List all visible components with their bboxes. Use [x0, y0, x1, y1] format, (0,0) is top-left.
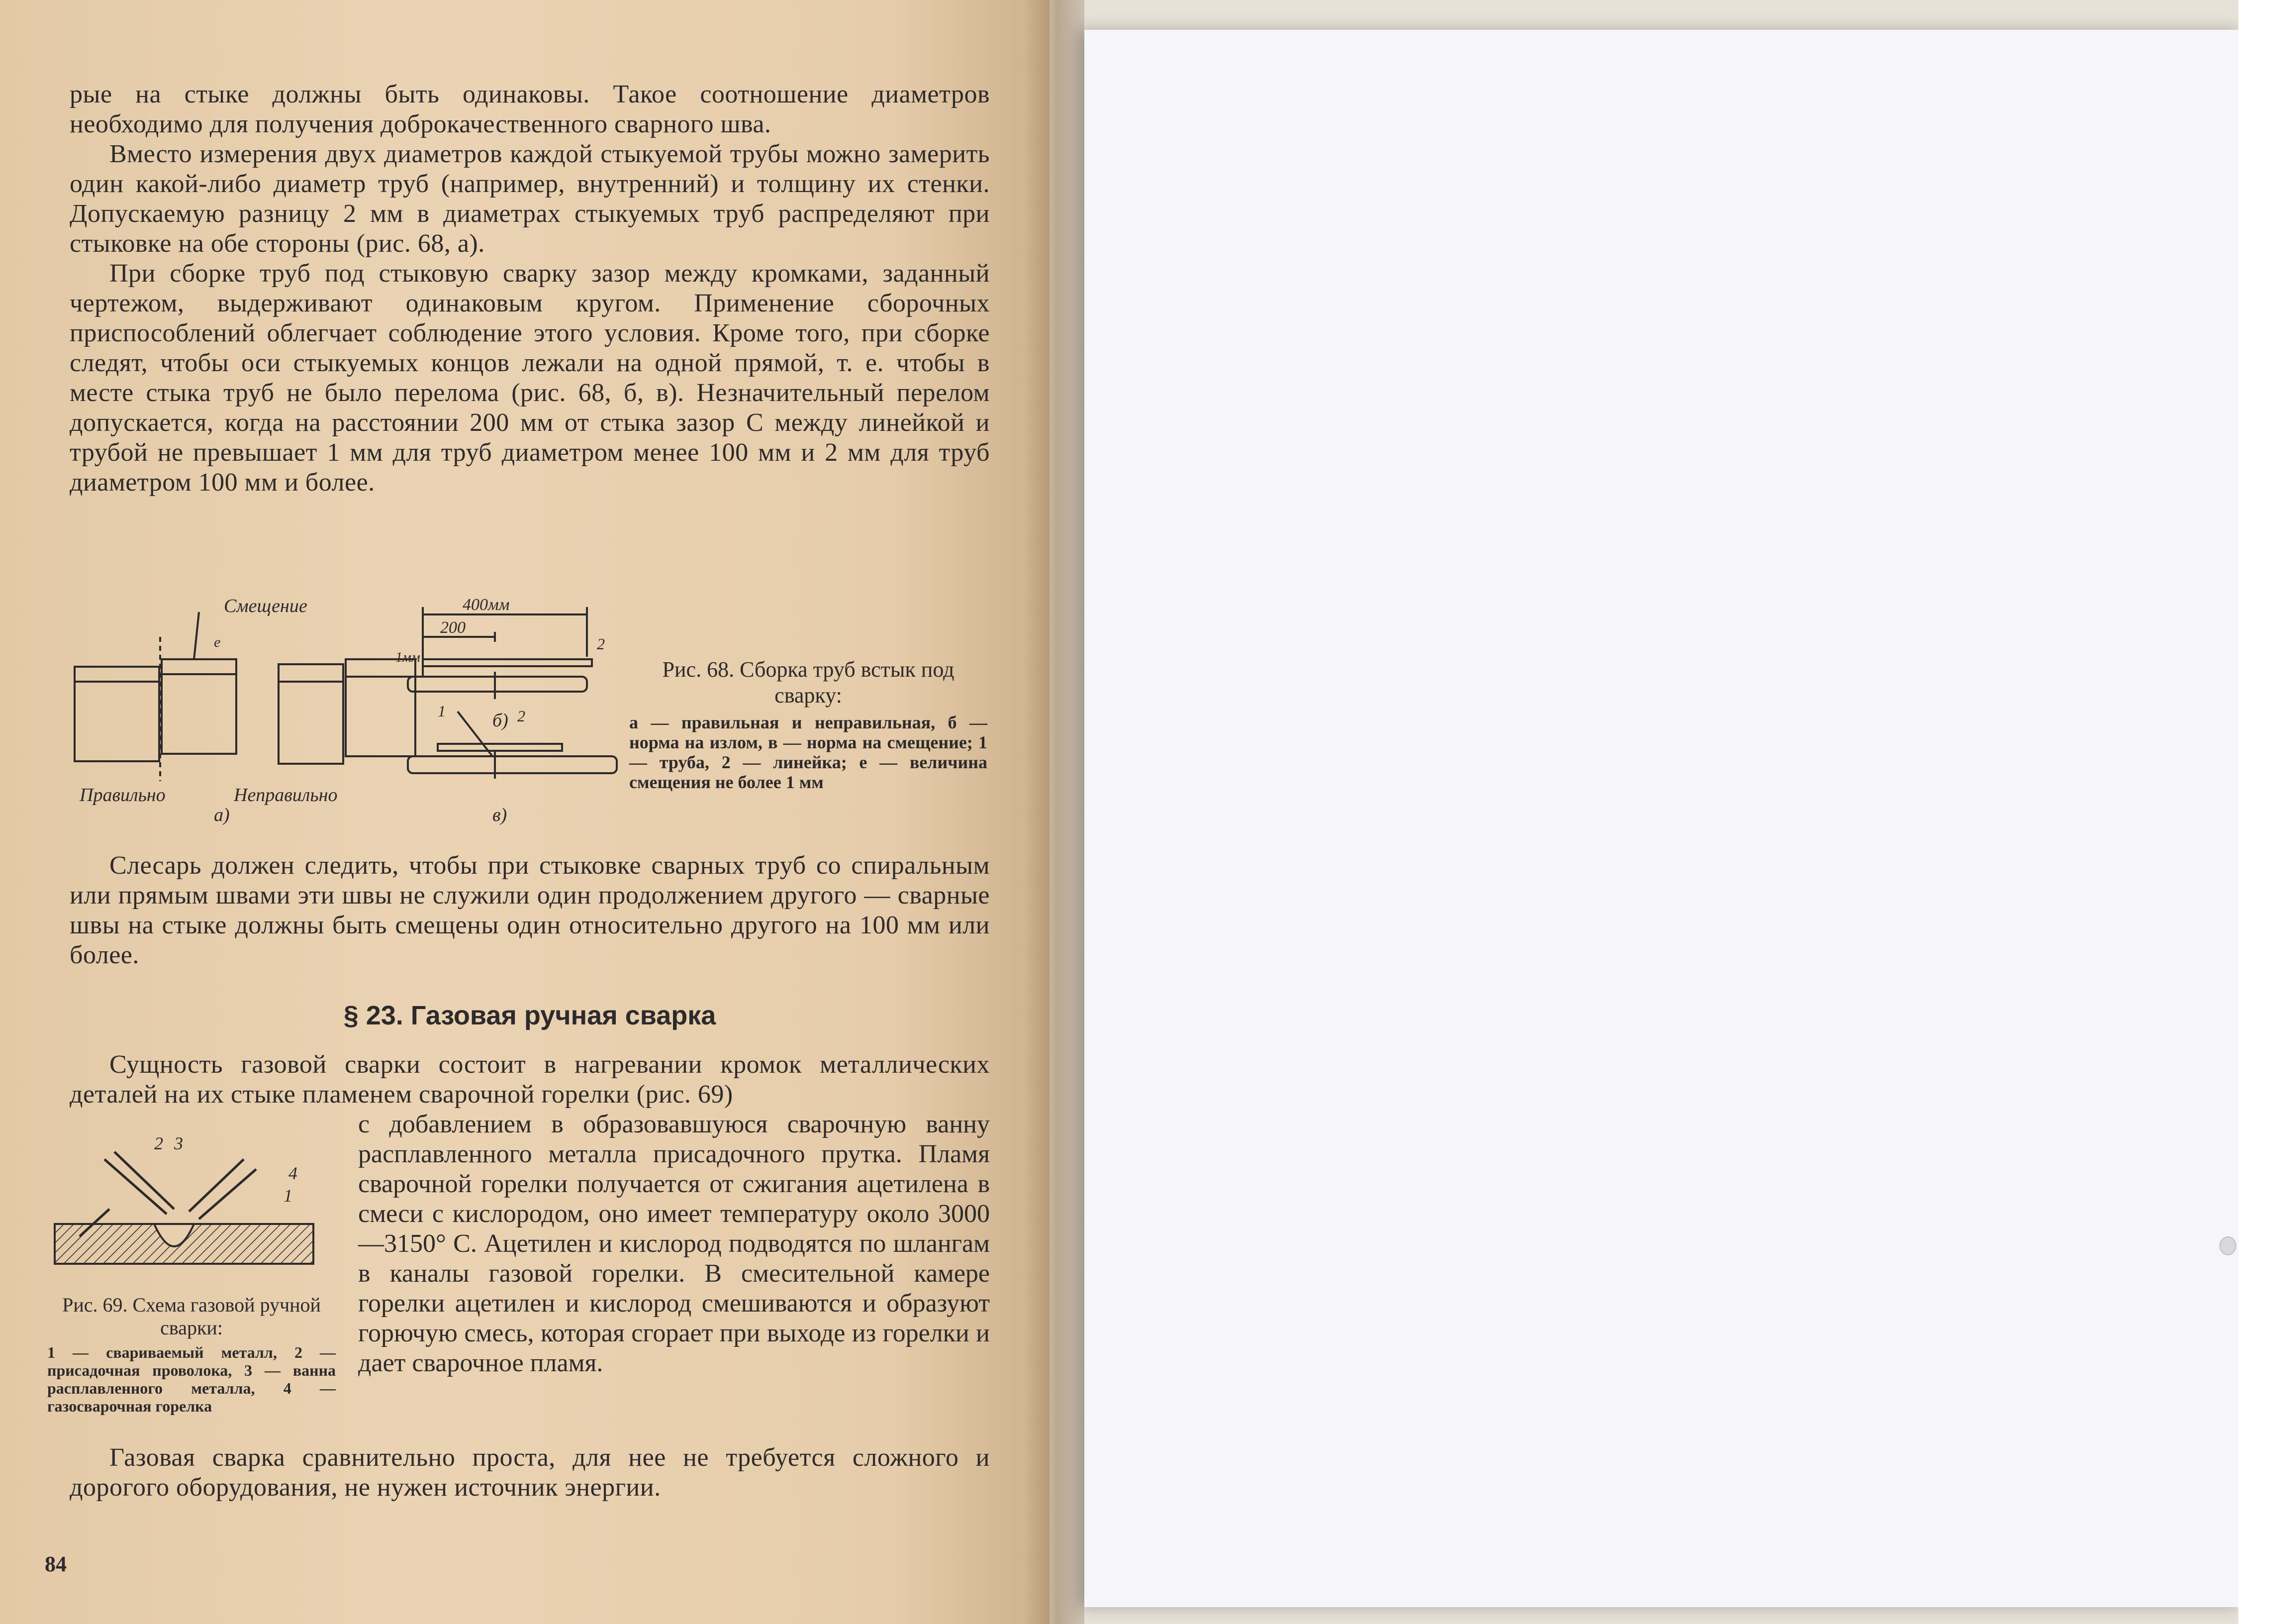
paragraph-gas-first-line: Сущность газовой сварки состоит в нагревании кромок металлических деталей на их стыке пламенем сварочной горелки (рис. 69): [70, 1050, 990, 1109]
fig69-num-1: 1: [284, 1186, 292, 1206]
fig68-label-incorrect: Неправильно: [234, 785, 338, 806]
fig68-dim-1mm: 1мм: [395, 650, 420, 665]
paragraph-gas-body: с добавлением в образовавшуюся сварочную ванну расплавленного металла присадочного прутка. Пламя сварочной горелки получается от сжигания ацетилена в смеси с кислородом, оно имеет температуру около 3000—3150° С. Ацетилен и кислород подводятся по шлангам в каналы газовой горелки. В смесительной камере горелки ацетилен и кислород смешиваются и образуют горючую смесь, которая сгорает при выходе из горелки и дает сварочное пламя.: [358, 1110, 990, 1377]
fig68-label-offset: Смещение: [224, 596, 307, 616]
fig68-num-1: 1: [438, 702, 446, 720]
fig68-label-b: б): [492, 710, 508, 731]
paragraph-continuation: рые на стыке должны быть одинаковы. Такое соотношение диаметров необходимо для получения доброкачественного сварного шва.: [70, 80, 990, 138]
paragraph-gas-wrap: [358, 1110, 990, 1378]
paragraph-welded-seams: [70, 851, 990, 970]
right-edge-margin: [2238, 0, 2296, 1624]
paragraph-seams: Слесарь должен следить, чтобы при стыковке сварных труб со спиральным или прямым швами эти швы не служили один продолжением другого — сварные швы на стыке должны быть смещены один относительно другого на 100 мм или более.: [70, 851, 990, 969]
fig69-num-2: 2: [154, 1133, 163, 1153]
fig68-num-2b: 2: [517, 707, 525, 725]
paragraph-assembly: При сборке труб под стыковую сварку зазор между кромками, заданный чертежом, выдерживают одинаковым кругом. Применение сборочных приспособлений облегчает соблюдение этого условия. Кроме того, при сборке следят, чтобы оси стыкуемых концов лежали на одной прямой, т. е. чтобы в месте стыка труб не было перелома (рис. 68, б, в). Незначительный перелом допускается, когда на расстоянии 200 мм от стыка зазор С между линейкой и трубой не превышает 1 мм для труб диаметром менее 100 мм и 2 мм для труб диаметром 100 мм и более.: [70, 259, 990, 497]
fig68-dim-400: 400мм: [463, 596, 510, 614]
fig69-num-4: 4: [288, 1163, 297, 1183]
fig69-caption-title: Рис. 69. Схема газовой ручной сварки:: [62, 1294, 321, 1339]
section-heading: § 23. Газовая ручная сварка: [343, 1001, 716, 1030]
book-gutter: [1025, 0, 1084, 1624]
fig68-caption-legend: а — правильная и неправильная, б — норма на излом, в — норма на смещение; 1 — труба, 2 — линейка; е — величина смещения не более 1 мм: [629, 712, 987, 792]
fig68-label-a: а): [214, 805, 230, 825]
fig68-label-correct: Правильно: [80, 785, 166, 806]
fig68-label-e: е: [214, 634, 221, 650]
paragraph-gas-intro: [70, 1050, 990, 1110]
fig68-caption-title: Рис. 68. Сборка труб встык под сварку:: [662, 657, 955, 708]
fig68-num-2: 2: [597, 635, 605, 653]
page-number: 84: [45, 1552, 67, 1576]
figure-69-gas-welding: [50, 1129, 328, 1279]
top-paragraphs: [70, 80, 990, 498]
left-page: [0, 0, 1050, 1624]
right-page-blank: [1084, 30, 2243, 1607]
fig68-label-v: в): [492, 805, 507, 825]
paragraph-diameters: Вместо измерения двух диаметров каждой стыкуемой трубы можно замерить один какой-либо диаметр труб (например, внутренний) и толщину их стенки. Допускаемую разницу 2 мм в диаметрах стыкуемых труб распределяют при стыковке на обе стороны (рис. 68, а).: [70, 140, 990, 258]
figure-68-pipe-assembly: [70, 592, 627, 831]
paragraph-gas-end: [70, 1443, 990, 1503]
paragraph-gas-simple: Газовая сварка сравнительно проста, для нее не требуется сложного и дорогого оборудования, не нужен источник энергии.: [70, 1443, 990, 1502]
punch-hole: [2219, 1236, 2236, 1255]
fig68-dim-200: 200: [440, 618, 466, 637]
figure-69-caption: [47, 1294, 336, 1415]
fig69-num-3: 3: [174, 1133, 183, 1153]
figure-68-caption: [629, 657, 987, 792]
fig69-caption-legend: 1 — свариваемый металл, 2 — присадочная проволока, 3 — ванна расплавленного металла, 4 — газосварочная горелка: [47, 1343, 336, 1415]
